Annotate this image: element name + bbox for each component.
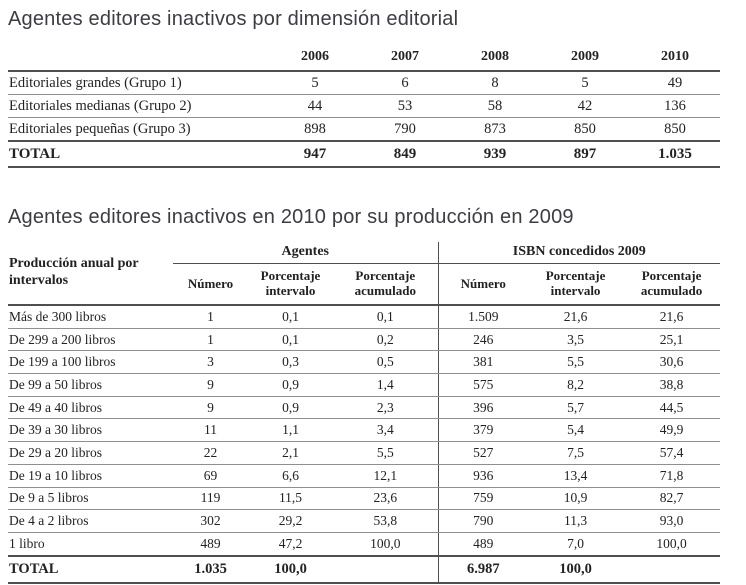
- cell-value: 0,1: [333, 305, 438, 328]
- row-label: Editoriales grandes (Grupo 1): [8, 71, 270, 95]
- cell-value: 302: [173, 510, 248, 533]
- table-row: [8, 95, 720, 118]
- table-row: [8, 305, 720, 328]
- cell-value: 0,5: [333, 351, 438, 374]
- cell-value: 8: [450, 71, 540, 95]
- cell-value: 7,5: [528, 442, 623, 465]
- total-value: 939: [450, 141, 540, 167]
- cell-value: 44: [270, 95, 360, 118]
- cell-value: 13,4: [528, 464, 623, 487]
- cell-value: 489: [438, 532, 528, 555]
- section1-title: Agentes editores inactivos por dimensión editorial: [8, 8, 459, 30]
- table-row: [8, 396, 720, 419]
- inactive-publishers-by-size-table: [8, 47, 720, 168]
- cell-value: 873: [450, 118, 540, 142]
- cell-value: 5,5: [528, 351, 623, 374]
- cell-value: 246: [438, 328, 528, 351]
- total-value: 897: [540, 141, 630, 167]
- cell-value: 49,9: [623, 419, 720, 442]
- cell-value: 71,8: [623, 464, 720, 487]
- cell-value: 119: [173, 487, 248, 510]
- subheader-numero-isbn: Número: [438, 264, 528, 306]
- row-label: De 9 a 5 libros: [8, 487, 173, 510]
- cell-value: 0,9: [248, 374, 333, 397]
- cell-value: 7,0: [528, 532, 623, 555]
- cell-value: 759: [438, 487, 528, 510]
- cell-value: 57,4: [623, 442, 720, 465]
- cell-value: 100,0: [623, 532, 720, 555]
- cell-value: 69: [173, 464, 248, 487]
- corner-cell: [8, 47, 270, 71]
- row-label: Editoriales pequeñas (Grupo 3): [8, 118, 270, 142]
- cell-value: 0,3: [248, 351, 333, 374]
- total-label: TOTAL: [8, 556, 173, 583]
- cell-value: 6,6: [248, 464, 333, 487]
- total-value: 849: [360, 141, 450, 167]
- cell-value: 5: [270, 71, 360, 95]
- cell-value: 1,4: [333, 374, 438, 397]
- cell-value: 93,0: [623, 510, 720, 533]
- table-row: [8, 442, 720, 465]
- cell-value: 381: [438, 351, 528, 374]
- cell-value: 47,2: [248, 532, 333, 555]
- table-row: [8, 374, 720, 397]
- cell-value: 489: [173, 532, 248, 555]
- table-row: [8, 510, 720, 533]
- total-value: 947: [270, 141, 360, 167]
- cell-value: 12,1: [333, 464, 438, 487]
- cell-value: 527: [438, 442, 528, 465]
- cell-value: 82,7: [623, 487, 720, 510]
- row-label: 1 libro: [8, 532, 173, 555]
- table-header-row: [8, 47, 720, 71]
- total-value: 100,0: [248, 556, 333, 583]
- cell-value: 3: [173, 351, 248, 374]
- total-label: TOTAL: [8, 141, 270, 167]
- cell-value: 9: [173, 396, 248, 419]
- cell-value: 0,2: [333, 328, 438, 351]
- cell-value: 21,6: [528, 305, 623, 328]
- cell-value: 58: [450, 95, 540, 118]
- row-label: De 4 a 2 libros: [8, 510, 173, 533]
- row-label: Más de 300 libros: [8, 305, 173, 328]
- cell-value: 11,5: [248, 487, 333, 510]
- total-value: 100,0: [528, 556, 623, 583]
- cell-value: 100,0: [333, 532, 438, 555]
- cell-value: 790: [360, 118, 450, 142]
- cell-value: 9: [173, 374, 248, 397]
- cell-value: 1.509: [438, 305, 528, 328]
- cell-value: 0,1: [248, 328, 333, 351]
- row-label: De 199 a 100 libros: [8, 351, 173, 374]
- row-label: De 29 a 20 libros: [8, 442, 173, 465]
- table-row: [8, 487, 720, 510]
- cell-value: 38,8: [623, 374, 720, 397]
- column-header-2010: 2010: [630, 47, 720, 71]
- cell-value: 379: [438, 419, 528, 442]
- cell-value: 49: [630, 71, 720, 95]
- cell-value: 5,5: [333, 442, 438, 465]
- cell-value: 2,3: [333, 396, 438, 419]
- cell-value: 0,9: [248, 396, 333, 419]
- total-value: [623, 556, 720, 583]
- row-label: De 99 a 50 libros: [8, 374, 173, 397]
- group-header-agentes: Agentes: [173, 242, 438, 264]
- total-row: [8, 141, 720, 167]
- cell-value: 10,9: [528, 487, 623, 510]
- cell-value: 44,5: [623, 396, 720, 419]
- subheader-porcentaje-intervalo-agentes: Porcentaje intervalo: [260, 268, 321, 298]
- cell-value: 8,2: [528, 374, 623, 397]
- cell-value: 22: [173, 442, 248, 465]
- cell-value: 3,4: [333, 419, 438, 442]
- table-row: [8, 328, 720, 351]
- cell-value: 790: [438, 510, 528, 533]
- cell-value: 575: [438, 374, 528, 397]
- cell-value: 21,6: [623, 305, 720, 328]
- total-row: [8, 556, 720, 583]
- cell-value: 2,1: [248, 442, 333, 465]
- cell-value: 5,7: [528, 396, 623, 419]
- cell-value: 5: [540, 71, 630, 95]
- subheader-numero-agentes: Número: [187, 275, 234, 291]
- group-header-isbn: ISBN concedidos 2009: [438, 242, 720, 264]
- cell-value: 29,2: [248, 510, 333, 533]
- cell-value: 53,8: [333, 510, 438, 533]
- column-header-2009: 2009: [540, 47, 630, 71]
- row-label: De 299 a 200 libros: [8, 328, 173, 351]
- cell-value: 11: [173, 419, 248, 442]
- cell-value: 30,6: [623, 351, 720, 374]
- cell-value: 23,6: [333, 487, 438, 510]
- row-label: De 39 a 30 libros: [8, 419, 173, 442]
- table-row: [8, 351, 720, 374]
- column-header-2007: 2007: [360, 47, 450, 71]
- column-header-2006: 2006: [270, 47, 360, 71]
- subheader-porcentaje-intervalo-isbn: Porcentaje intervalo: [545, 268, 606, 298]
- cell-value: 0,1: [248, 305, 333, 328]
- cell-value: 6: [360, 71, 450, 95]
- total-value: [333, 556, 438, 583]
- column-header-2008: 2008: [450, 47, 540, 71]
- subheader-porcentaje-acumulado-agentes: Porcentaje acumulado: [354, 268, 416, 298]
- table-row: [8, 464, 720, 487]
- cell-value: 53: [360, 95, 450, 118]
- cell-value: 1,1: [248, 419, 333, 442]
- row-header-label: Producción anual por intervalos: [9, 256, 139, 288]
- table-row: [8, 419, 720, 442]
- row-label: Editoriales medianas (Grupo 2): [8, 95, 270, 118]
- total-value: 1.035: [630, 141, 720, 167]
- cell-value: 850: [630, 118, 720, 142]
- section2-title: Agentes editores inactivos en 2010 por su producción en 2009: [8, 206, 574, 228]
- cell-value: 1: [173, 305, 248, 328]
- cell-value: 936: [438, 464, 528, 487]
- cell-value: 1: [173, 328, 248, 351]
- row-label: De 19 a 10 libros: [8, 464, 173, 487]
- cell-value: 5,4: [528, 419, 623, 442]
- table-row: [8, 532, 720, 555]
- inactive-publishers-by-production-table: [8, 242, 720, 584]
- total-value: 6.987: [438, 556, 528, 583]
- cell-value: 25,1: [623, 328, 720, 351]
- cell-value: 136: [630, 95, 720, 118]
- cell-value: 396: [438, 396, 528, 419]
- group-header-row: [8, 242, 720, 264]
- table-row: [8, 118, 720, 142]
- cell-value: 42: [540, 95, 630, 118]
- cell-value: 11,3: [528, 510, 623, 533]
- cell-value: 3,5: [528, 328, 623, 351]
- cell-value: 850: [540, 118, 630, 142]
- row-label: De 49 a 40 libros: [8, 396, 173, 419]
- cell-value: 898: [270, 118, 360, 142]
- total-value: 1.035: [173, 556, 248, 583]
- table-row: [8, 71, 720, 95]
- subheader-porcentaje-acumulado-isbn: Porcentaje acumulado: [640, 268, 703, 298]
